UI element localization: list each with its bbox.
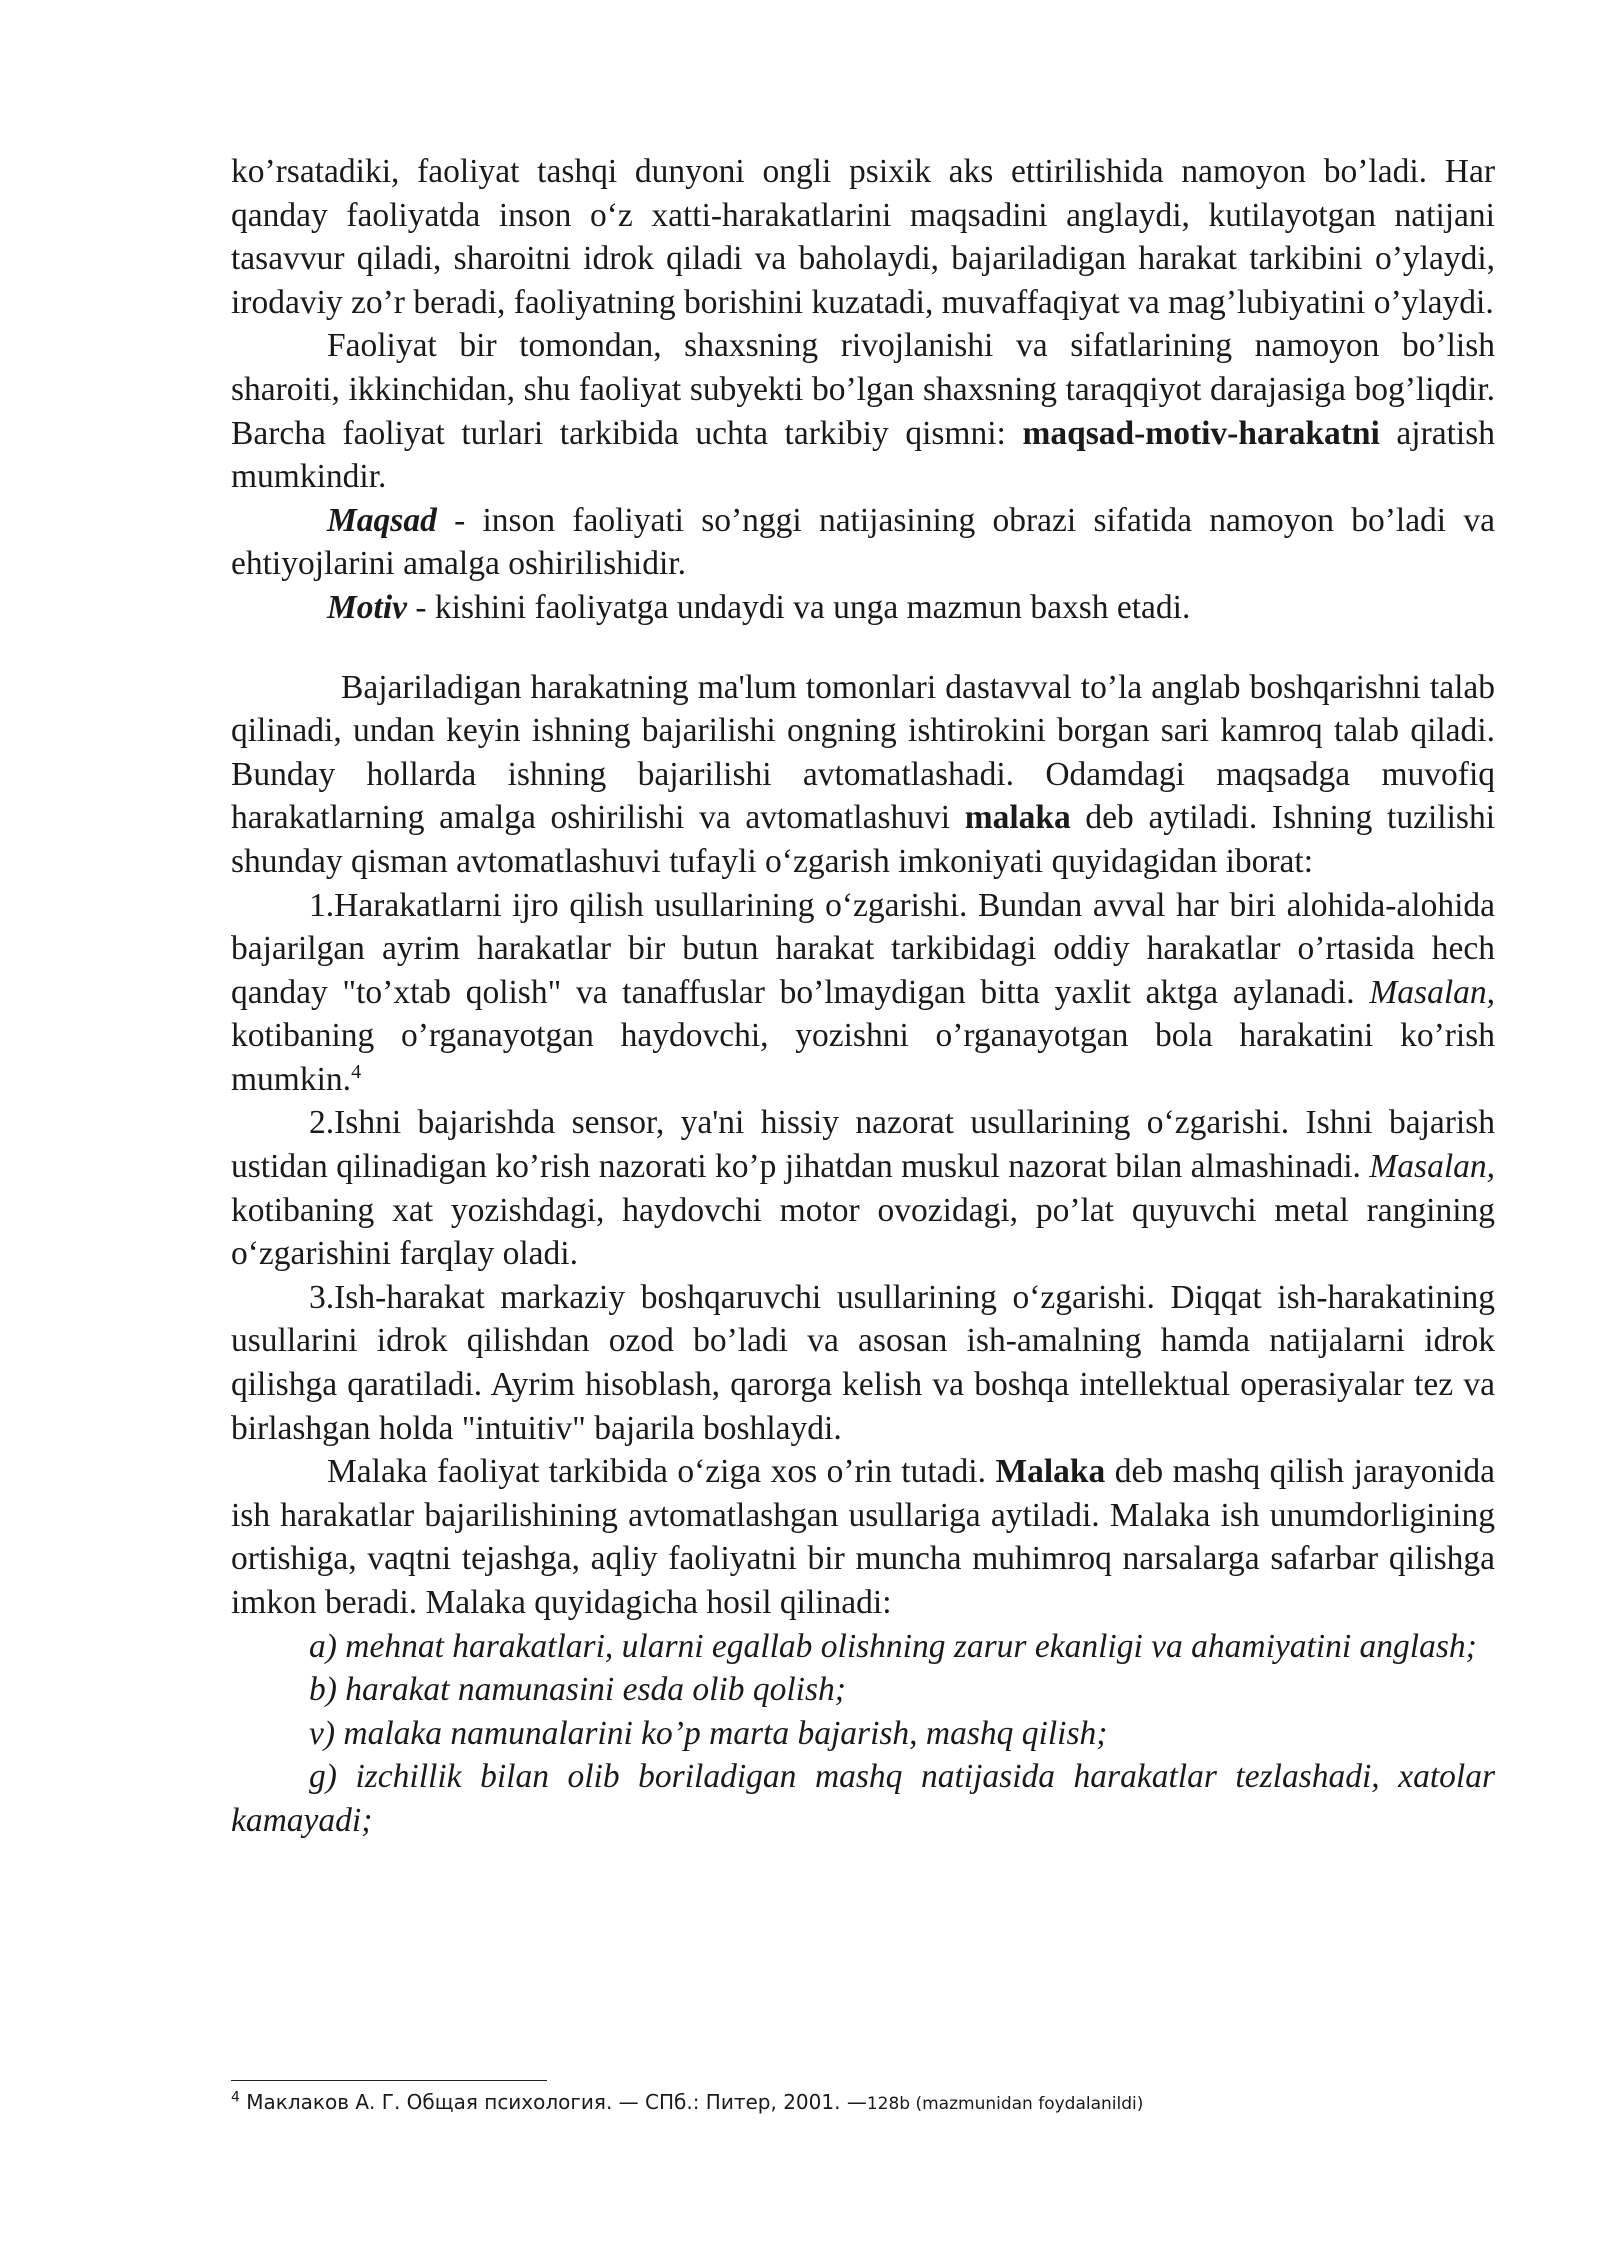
term-malaka: malaka [964, 799, 1071, 837]
footnote-divider [231, 2080, 547, 2081]
paragraph-motiv [231, 586, 1495, 630]
paragraph-2 [231, 324, 1495, 498]
footnote-reference: 4 [351, 1060, 362, 1083]
paragraph-2-tail: ajratish mumkindir. [231, 414, 1495, 496]
paragraph-9-text: Malaka faoliyat tarkibida oʻziga xos o’rin tutadi. [327, 1453, 996, 1491]
list-item-1-tail: kotibaning o’rganayotgan haydovchi, yozishni o’rganayotgan bola harakatini ko’rish mumkin. [231, 1017, 1495, 1098]
paragraph-maqsad [231, 499, 1495, 586]
list-b: b) harakat namunasini esda olib qolish; [309, 1671, 846, 1709]
document-body [231, 150, 1495, 1843]
list-v: v) malaka namunalarini ko’p marta bajarish, mashq qilish; [309, 1714, 1108, 1752]
list-item-3: 3.Ish-harakat markaziy boshqaruvchi usullarining oʻzgarishi. Diqqat ish-harakatining usullarini idrok qilishdan ozod bo’ladi va asosan ish-amalning hamda natijalarni idrok qilishga qaratiladi. Ayrim hisoblash, qarorga kelish va boshqa intellektual operasiyalar tez va birlashgan holda "intuitiv" bajarila boshlaydi. [231, 1278, 1495, 1447]
footnote-text: Маклаков А. Г. Общая психология. — СПб.: Питер, 2001. — [239, 2090, 867, 2114]
example-label: Masalan, [1369, 973, 1495, 1011]
list-item-1 [231, 884, 1495, 1102]
paragraph-2-text: Faoliyat bir tomondan, shaxsning rivojlanishi va sifatlarining namoyon bo’lish sharoiti, ikkinchidan, shu faoliyat subyekti bo’lgan shaxsning taraqqiyot darajasiga bog’liqdir. Barcha faoliyat turlari tarkibida uchta tarkibiy qismni: [231, 327, 1495, 452]
list-item-1-text: 1.Harakatlarni ijro qilish usullarining oʻzgarishi. Bundan avval har biri alohida-alohida bajarilgan ayrim harakatlar bir butun harakat tarkibidagi oddiy harakatlar o’rtasida hech qanday "to’xtab qolish" va tanaffuslar bo’lmaydigan bitta yaxlit aktga aylanadi. [231, 886, 1495, 1011]
list-g: g) izchillik bilan olib boriladigan mashq natijasida harakatlar tezlashadi, xatolar kamayadi; [231, 1758, 1495, 1839]
paragraph-9 [231, 1450, 1495, 1624]
list-item-2-text: 2.Ishni bajarishda sensor, ya'ni hissiy nazorat usullarining oʻzgarishi. Ishni bajarish ustidan qilinadigan ko’rish nazorati ko’p jihatdan muskul nazorat bilan almashinadi. [231, 1104, 1495, 1186]
definition-maqsad: - inson faoliyati so’nggi natijasining obrazi sifatida namoyon bo’ladi va ehtiyojlarini amalga oshirilishidir. [231, 501, 1495, 583]
footnote-pages: 128b (mazmunidan foydalanildi) [866, 2094, 1144, 2114]
term-motiv: Motiv [327, 588, 408, 626]
list-a: a) mehnat harakatlari, ularni egallab olishning zarur ekanligi va ahamiyatini anglash; [309, 1627, 1477, 1665]
definition-motiv: - kishini faoliyatga undaydi va unga mazmun baxsh etadi. [407, 588, 1191, 626]
list-item-2 [231, 1101, 1495, 1275]
paragraph-5-tail: deb aytiladi. Ishning tuzilishi shunday qisman avtomatlashuvi tufayli oʻzgarish imkoniyati quyidagidan iborat: [231, 799, 1495, 880]
paragraph-5-text: Bajariladigan harakatning ma'lum tomonlari dastavval to’la anglab boshqarishni talab qilinadi, undan keyin ishning bajarilishi ongning ishtirokini borgan sari kamroq talab qiladi. Bunday hollarda ishning bajarilishi avtomatlashadi. Odamdagi maqsadga muvofiq harakatlarning amalga oshirilishi va avtomatlashuvi [231, 668, 1495, 837]
paragraph-2-bold-term: maqsad-motiv-harakatni [1022, 414, 1380, 452]
footnote [231, 2090, 1143, 2114]
example-label: Masalan, [1369, 1148, 1495, 1186]
footnote-number: 4 [231, 2089, 240, 2106]
term-malaka-2: Malaka [995, 1453, 1106, 1491]
term-maqsad: Maqsad [327, 501, 437, 539]
paragraph-5 [231, 666, 1495, 884]
paragraph-9-tail: deb mashq qilish jarayonida ish harakatlar bajarilishining avtomatlashgan usullariga aytiladi. Malaka ish unumdorligining ortishiga, vaqtni tejashga, aqliy faoliyatni bir muncha muhimroq narsalarga safarbar qilishga imkon beradi. Malaka quyidagicha hosil qilinadi: [231, 1453, 1496, 1621]
list-item-2-tail: kotibaning xat yozishdagi, haydovchi motor ovozidagi, po’lat quyuvchi metal rangining oʻzgarishini farqlay oladi. [231, 1191, 1495, 1273]
paragraph-1: ko’rsatadiki, faoliyat tashqi dunyoni ongli psixik aks ettirilishida namoyon bo’ladi. Har qanday faoliyatda inson oʻz xatti-harakatlarini maqsadini anglaydi, kutilayotgan natijani tasavvur qiladi, sharoitni idrok qiladi va baholaydi, bajariladigan harakat tarkibini o’ylaydi, irodaviy zo’r beradi, faoliyatning borishini kuzatadi, muvaffaqiyat va mag’lubiyatini o’ylaydi. [231, 153, 1495, 321]
